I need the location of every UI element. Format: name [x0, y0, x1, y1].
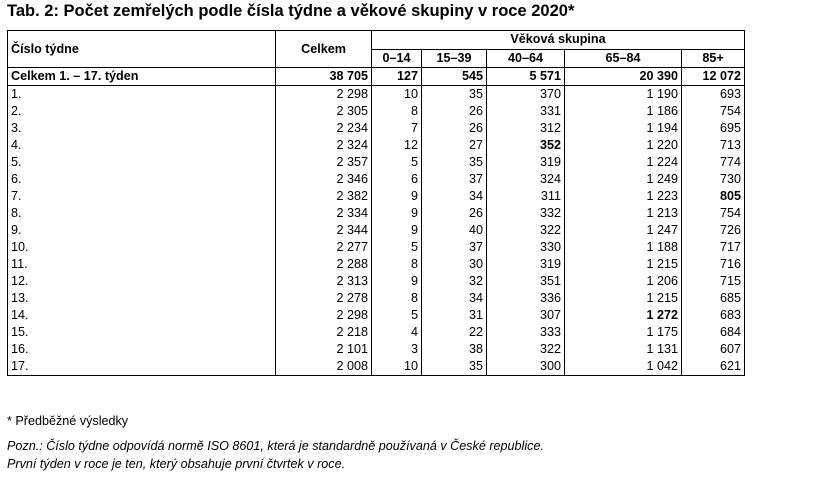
week-number: 1.: [8, 86, 276, 104]
cell-value: 319: [487, 154, 565, 171]
cell-value: 30: [422, 256, 487, 273]
cell-value: 4: [372, 324, 422, 341]
week-number: 9.: [8, 222, 276, 239]
table-row: [8, 86, 745, 104]
cell-value: 1 215: [565, 290, 682, 307]
cell-value: 330: [487, 239, 565, 256]
cell-value: 10: [372, 358, 422, 376]
cell-value: 2 298: [276, 307, 372, 324]
table-row: [8, 171, 745, 188]
table-row: [8, 341, 745, 358]
table-row: [8, 120, 745, 137]
week-number: 8.: [8, 205, 276, 222]
cell-value: 684: [682, 324, 745, 341]
week-number: 6.: [8, 171, 276, 188]
cell-value: 1 186: [565, 103, 682, 120]
cell-value: 35: [422, 154, 487, 171]
cell-value: 3: [372, 341, 422, 358]
cell-value: 9: [372, 222, 422, 239]
week-number: 14.: [8, 307, 276, 324]
footnote: * Předběžné výsledky: [7, 414, 129, 428]
week-number: 17.: [8, 358, 276, 376]
cell-value: 38: [422, 341, 487, 358]
week-rows: [8, 86, 745, 376]
cell-value: 12: [372, 137, 422, 154]
cell-value: 5: [372, 307, 422, 324]
cell-value: 1 247: [565, 222, 682, 239]
week-number: 7.: [8, 188, 276, 205]
cell-value: 322: [487, 222, 565, 239]
cell-value: 805: [682, 188, 745, 205]
cell-value: 319: [487, 256, 565, 273]
header-age-3: 65–84: [565, 49, 682, 68]
cell-value: 27: [422, 137, 487, 154]
cell-value: 26: [422, 120, 487, 137]
cell-value: 1 220: [565, 137, 682, 154]
cell-value: 37: [422, 239, 487, 256]
cell-value: 713: [682, 137, 745, 154]
header-age-0: 0–14: [372, 49, 422, 68]
cell-value: 34: [422, 290, 487, 307]
cell-value: 2 288: [276, 256, 372, 273]
cell-value: 322: [487, 341, 565, 358]
cell-value: 5: [372, 239, 422, 256]
cell-value: 1 213: [565, 205, 682, 222]
cell-value: 312: [487, 120, 565, 137]
week-number: 2.: [8, 103, 276, 120]
week-number: 10.: [8, 239, 276, 256]
cell-value: 307: [487, 307, 565, 324]
table-row: [8, 273, 745, 290]
table-row: [8, 239, 745, 256]
note: [7, 437, 544, 473]
total-value: 5 571: [487, 68, 565, 86]
cell-value: 717: [682, 239, 745, 256]
cell-value: 26: [422, 103, 487, 120]
table-row: [8, 222, 745, 239]
header-week: Číslo týdne: [8, 31, 276, 68]
cell-value: 311: [487, 188, 565, 205]
header-age-2: 40–64: [487, 49, 565, 68]
week-number: 3.: [8, 120, 276, 137]
note-line-1: Pozn.: Číslo týdne odpovídá normě ISO 8601, která je standardně používaná v České republice.: [7, 439, 544, 453]
cell-value: 730: [682, 171, 745, 188]
cell-value: 8: [372, 103, 422, 120]
cell-value: 35: [422, 86, 487, 104]
cell-value: 685: [682, 290, 745, 307]
cell-value: 1 224: [565, 154, 682, 171]
table-row: [8, 324, 745, 341]
table-row: [8, 103, 745, 120]
table-row: [8, 188, 745, 205]
cell-value: 370: [487, 86, 565, 104]
cell-value: 10: [372, 86, 422, 104]
cell-value: 37: [422, 171, 487, 188]
cell-value: 1 249: [565, 171, 682, 188]
cell-value: 40: [422, 222, 487, 239]
cell-value: 9: [372, 188, 422, 205]
cell-value: 300: [487, 358, 565, 376]
cell-value: 1 206: [565, 273, 682, 290]
week-number: 15.: [8, 324, 276, 341]
header-age-1: 15–39: [422, 49, 487, 68]
total-value: 12 072: [682, 68, 745, 86]
cell-value: 2 382: [276, 188, 372, 205]
cell-value: 2 305: [276, 103, 372, 120]
cell-value: 9: [372, 205, 422, 222]
cell-value: 774: [682, 154, 745, 171]
cell-value: 22: [422, 324, 487, 341]
cell-value: 1 194: [565, 120, 682, 137]
cell-value: 695: [682, 120, 745, 137]
cell-value: 621: [682, 358, 745, 376]
cell-value: 1 272: [565, 307, 682, 324]
cell-value: 32: [422, 273, 487, 290]
week-number: 16.: [8, 341, 276, 358]
week-number: 4.: [8, 137, 276, 154]
cell-value: 1 190: [565, 86, 682, 104]
cell-value: 333: [487, 324, 565, 341]
total-value: 20 390: [565, 68, 682, 86]
cell-value: 2 008: [276, 358, 372, 376]
cell-value: 35: [422, 358, 487, 376]
cell-value: 683: [682, 307, 745, 324]
cell-value: 1 188: [565, 239, 682, 256]
cell-value: 2 298: [276, 86, 372, 104]
cell-value: 31: [422, 307, 487, 324]
cell-value: 1 175: [565, 324, 682, 341]
cell-value: 1 223: [565, 188, 682, 205]
cell-value: 716: [682, 256, 745, 273]
week-number: 5.: [8, 154, 276, 171]
header-age-4: 85+: [682, 49, 745, 68]
note-line-2: První týden v roce je ten, který obsahuje první čtvrtek v roce.: [7, 457, 346, 471]
total-value: 127: [372, 68, 422, 86]
week-number: 12.: [8, 273, 276, 290]
header-total: Celkem: [276, 31, 372, 68]
cell-value: 324: [487, 171, 565, 188]
cell-value: 352: [487, 137, 565, 154]
cell-value: 6: [372, 171, 422, 188]
cell-value: 754: [682, 103, 745, 120]
cell-value: 26: [422, 205, 487, 222]
cell-value: 1 131: [565, 341, 682, 358]
table-row: [8, 358, 745, 376]
cell-value: 1 042: [565, 358, 682, 376]
cell-value: 726: [682, 222, 745, 239]
cell-value: 5: [372, 154, 422, 171]
week-number: 13.: [8, 290, 276, 307]
cell-value: 2 313: [276, 273, 372, 290]
table-row: [8, 205, 745, 222]
table-row: [8, 154, 745, 171]
cell-value: 2 344: [276, 222, 372, 239]
cell-value: 9: [372, 273, 422, 290]
total-label: Celkem 1. – 17. týden: [8, 68, 276, 86]
cell-value: 8: [372, 290, 422, 307]
cell-value: 34: [422, 188, 487, 205]
cell-value: 693: [682, 86, 745, 104]
cell-value: 8: [372, 256, 422, 273]
cell-value: 2 234: [276, 120, 372, 137]
cell-value: 336: [487, 290, 565, 307]
cell-value: 2 324: [276, 137, 372, 154]
cell-value: 2 218: [276, 324, 372, 341]
cell-value: 2 346: [276, 171, 372, 188]
cell-value: 2 357: [276, 154, 372, 171]
cell-value: 2 277: [276, 239, 372, 256]
cell-value: 2 278: [276, 290, 372, 307]
cell-value: 715: [682, 273, 745, 290]
cell-value: 351: [487, 273, 565, 290]
table-row: [8, 307, 745, 324]
table-title: Tab. 2: Počet zemřelých podle čísla týdne a věkové skupiny v roce 2020*: [7, 2, 575, 20]
total-value: 545: [422, 68, 487, 86]
cell-value: 2 101: [276, 341, 372, 358]
cell-value: 332: [487, 205, 565, 222]
cell-value: 1 215: [565, 256, 682, 273]
mortality-table: [7, 30, 745, 376]
cell-value: 7: [372, 120, 422, 137]
cell-value: 2 334: [276, 205, 372, 222]
cell-value: 754: [682, 205, 745, 222]
total-row: [8, 68, 745, 86]
table-row: [8, 290, 745, 307]
table-row: [8, 137, 745, 154]
table-row: [8, 256, 745, 273]
total-value: 38 705: [276, 68, 372, 86]
cell-value: 607: [682, 341, 745, 358]
cell-value: 331: [487, 103, 565, 120]
week-number: 11.: [8, 256, 276, 273]
header-age-group: Věková skupina: [372, 31, 745, 50]
